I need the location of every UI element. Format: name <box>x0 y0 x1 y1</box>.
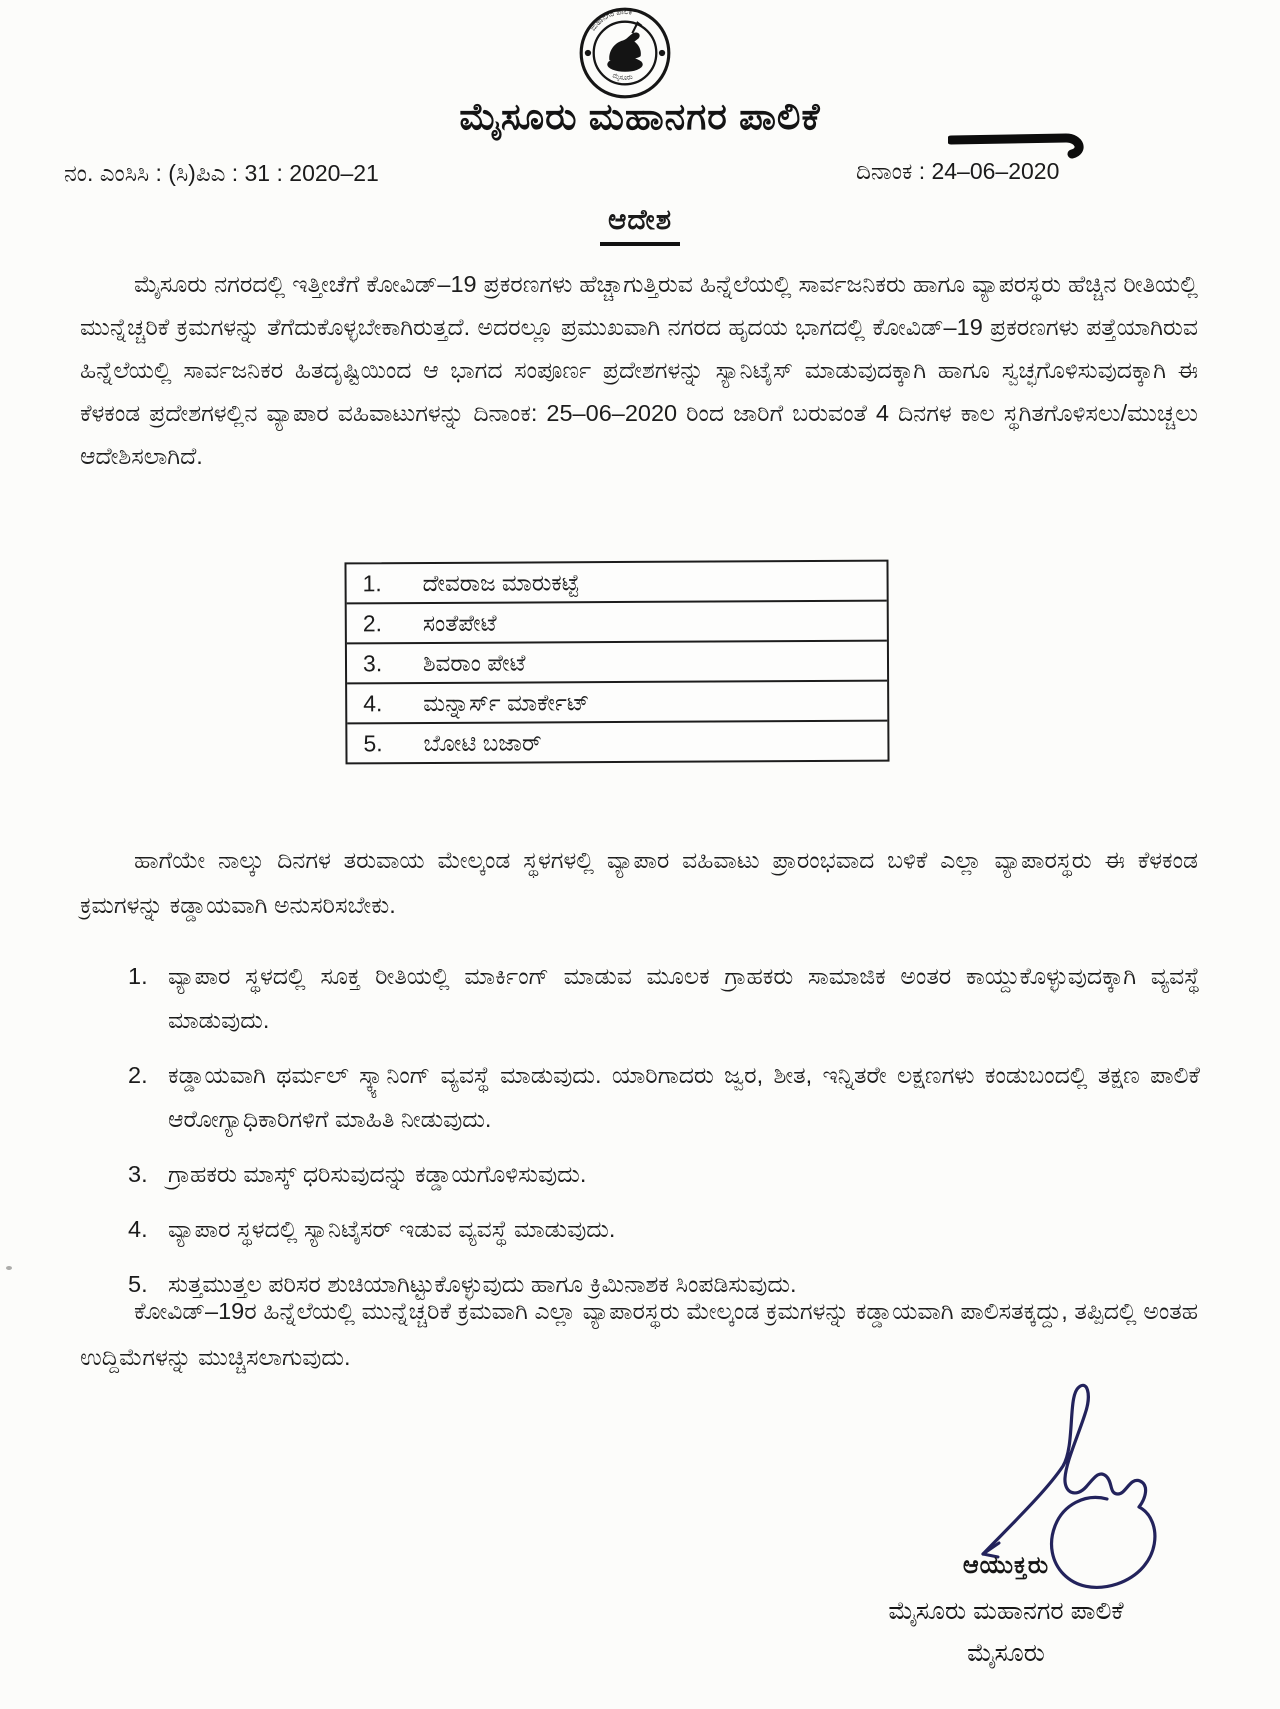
item-number: 3. <box>128 1161 148 1187</box>
scan-speck <box>6 1266 12 1270</box>
reference-number: ನಂ. ಎಂಸಿಸಿ : (ಸಿ)ಪಿಎ : 31 : 2020–21 <box>64 160 379 186</box>
order-heading: ಆದೇಶ <box>600 204 680 246</box>
item-number: 5. <box>128 1271 148 1297</box>
signer-designation: ಆಯುಕ್ತರು <box>962 1552 1050 1579</box>
signer-city: ಮೈಸೂರು <box>967 1639 1045 1667</box>
seal-ring-top-text: ಮಹಾನಗರ ಪಾಲಿಕೆ <box>588 6 633 33</box>
org-title: ಮೈಸೂರು ಮಹಾನಗರ ಪಾಲಿಕೆ <box>459 96 821 137</box>
table-row <box>347 720 887 763</box>
row-number: 2. <box>362 609 383 636</box>
closed-areas-table <box>344 560 889 765</box>
row-name: ಶಿವರಾಂ ಪೇಟೆ <box>422 648 526 676</box>
list-item <box>128 954 1200 1042</box>
item-number: 1. <box>128 963 148 989</box>
signer-organization: ಮೈಸೂರು ಮಹಾನಗರ ಪಾಲಿಕೆ <box>888 1597 1124 1625</box>
list-item <box>128 1207 1200 1251</box>
item-text: ಸುತ್ತಮುತ್ತಲ ಪರಿಸರ ಶುಚಿಯಾಗಿಟ್ಟುಕೊಳ್ಳುವುದು ಹಾಗೂ ಕ್ರಿಮಿನಾಶಕ ಸಿಂಪಡಿಸುವುದು. <box>168 1271 797 1297</box>
scan-artifact-mark <box>948 133 1098 159</box>
table-row <box>346 562 886 603</box>
seal-emblem-icon <box>607 23 642 72</box>
item-text: ವ್ಯಾಪಾರ ಸ್ಥಳದಲ್ಲಿ ಸ್ಯಾನಿಟೈಸರ್ ಇಡುವ ವ್ಯವಸ್ಥೆ ಮಾಡುವುದು. <box>168 1216 616 1242</box>
item-text: ಗ್ರಾಹಕರು ಮಾಸ್ಕ್ ಧರಿಸುವುದನ್ನು ಕಡ್ಡಾಯಗೊಳಿಸುವುದು. <box>168 1161 587 1187</box>
item-text: ಕಡ್ಡಾಯವಾಗಿ ಥರ್ಮಲ್ ಸ್ಕ್ಯಾನಿಂಗ್ ವ್ಯವಸ್ಥೆ ಮಾಡುವುದು. ಯಾರಿಗಾದರು ಜ್ವರ, ಶೀತ, ಇನ್ನಿತರೇ ಲಕ್ಷಣಗಳು ಕಂಡುಬಂದಲ್ಲಿ ತಕ್ಷಣ ಪಾಲಿಕೆ ಆರೋಗ್ಯಾಧಿಕಾರಿಗಳಿಗೆ ಮಾಹಿತಿ ನೀಡುವುದು. <box>168 1062 1200 1132</box>
signature-block <box>820 1552 1192 1668</box>
intro-paragraph: ಮೈಸೂರು ನಗರದಲ್ಲಿ ಇತ್ತೀಚೆಗೆ ಕೋವಿಡ್–19 ಪ್ರಕರಣಗಳು ಹೆಚ್ಚಾಗುತ್ತಿರುವ ಹಿನ್ನೆಲೆಯಲ್ಲಿ ಸಾರ್ವಜನಿಕರು ಹಾಗೂ ವ್ಯಾಪರಸ್ಥರು ಹೆಚ್ಚಿನ ರೀತಿಯಲ್ಲಿ ಮುನ್ನೆಚ್ಚರಿಕೆ ಕ್ರಮಗಳನ್ನು ತೆಗೆದುಕೊಳ್ಳಬೇಕಾಗಿರುತ್ತದೆ. ಅದರಲ್ಲೂ ಪ್ರಮುಖವಾಗಿ ನಗರದ ಹೃದಯ ಭಾಗದಲ್ಲಿ ಕೋವಿಡ್–19 ಪ್ರಕರಣಗಳು ಪತ್ತೆಯಾಗಿರುವ ಹಿನ್ನೆಲೆಯಲ್ಲಿ ಸಾರ್ವಜನಿಕರ ಹಿತದೃಷ್ಟಿಯಿಂದ ಆ ಭಾಗದ ಸಂಪೂರ್ಣ ಪ್ರದೇಶಗಳನ್ನು ಸ್ಯಾನಿಟೈಸ್ ಮಾಡುವುದಕ್ಕಾಗಿ ಹಾಗೂ ಸ್ವಚ್ಛಗೊಳಿಸುವುದಕ್ಕಾಗಿ ಈ ಕೆಳಕಂಡ ಪ್ರದೇಶಗಳಲ್ಲಿನ ವ್ಯಾಪಾರ ವಹಿವಾಟುಗಳನ್ನು ದಿನಾಂಕ: 25–06–2020 ರಿಂದ ಜಾರಿಗೆ ಬರುವಂತೆ 4 ದಿನಗಳ ಕಾಲ ಸ್ಥಗಿತಗೊಳಿಸಲು/ಮುಚ್ಚಲು ಆದೇಶಿಸಲಾಗಿದೆ. <box>80 271 1198 469</box>
row-name: ಬೋಟಿ ಬಜಾರ್ <box>423 728 542 756</box>
row-name: ಸಂತೆಪೇಟೆ <box>422 609 497 636</box>
seal-ring-bottom-text: ಮೈಸೂರು <box>611 72 634 82</box>
table-row <box>347 680 887 723</box>
table-row <box>347 600 887 643</box>
list-item <box>128 1053 1200 1141</box>
row-number: 4. <box>363 689 383 716</box>
row-name: ದೇವರಾಜ ಮಾರುಕಟ್ಟೆ <box>422 568 580 596</box>
order-date: ದಿನಾಂಕ : 24–06–2020 <box>856 158 1060 184</box>
item-number: 4. <box>128 1216 148 1242</box>
item-number: 2. <box>128 1062 148 1088</box>
followup-paragraph: ಹಾಗೆಯೇ ನಾಲ್ಕು ದಿನಗಳ ತರುವಾಯ ಮೇಲ್ಕಂಡ ಸ್ಥಳಗಳಲ್ಲಿ ವ್ಯಾಪಾರ ವಹಿವಾಟು ಪ್ರಾರಂಭವಾದ ಬಳಿಕೆ ಎಲ್ಲಾ ವ್ಯಾಪಾರಸ್ಥರು ಈ ಕೆಳಕಂಡ ಕ್ರಮಗಳನ್ನು ಕಡ್ಡಾಯವಾಗಿ ಅನುಸರಿಸಬೇಕು. <box>80 847 1198 918</box>
list-item <box>128 1152 1200 1196</box>
row-number: 1. <box>362 569 382 596</box>
table-row <box>347 640 887 683</box>
row-name: ಮನ್ನಾರ್ಸ್ ಮಾರ್ಕೇಟ್ <box>423 688 590 716</box>
row-number: 5. <box>363 729 383 756</box>
row-number: 3. <box>362 649 383 676</box>
item-text: ವ್ಯಾಪಾರ ಸ್ಥಳದಲ್ಲಿ ಸೂಕ್ತ ರೀತಿಯಲ್ಲಿ ಮಾರ್ಕಿಂಗ್ ಮಾಡುವ ಮೂಲಕ ಗ್ರಾಹಕರು ಸಾಮಾಜಿಕ ಅಂತರ ಕಾಯ್ದುಕೊಳ್ಳುವುದಕ್ಕಾಗಿ ವ್ಯವಸ್ಥೆ ಮಾಡುವುದು. <box>168 963 1200 1033</box>
instructions-list <box>128 954 1200 1317</box>
mysuru-corporation-seal-icon <box>572 5 678 101</box>
warning-paragraph: ಕೋವಿಡ್–19ರ ಹಿನ್ನೆಲೆಯಲ್ಲಿ ಮುನ್ನೆಚ್ಚರಿಕೆ ಕ್ರಮವಾಗಿ ಎಲ್ಲಾ ವ್ಯಾಪಾರಸ್ಥರು ಮೇಲ್ಕಂಡ ಕ್ರಮಗಳನ್ನು ಕಡ್ಡಾಯವಾಗಿ ಪಾಲಿಸತಕ್ಕದ್ದು, ತಪ್ಪಿದಲ್ಲಿ ಅಂತಹ ಉದ್ದಿಮೆಗಳನ್ನು ಮುಚ್ಚಿಸಲಾಗುವುದು. <box>80 1298 1198 1370</box>
